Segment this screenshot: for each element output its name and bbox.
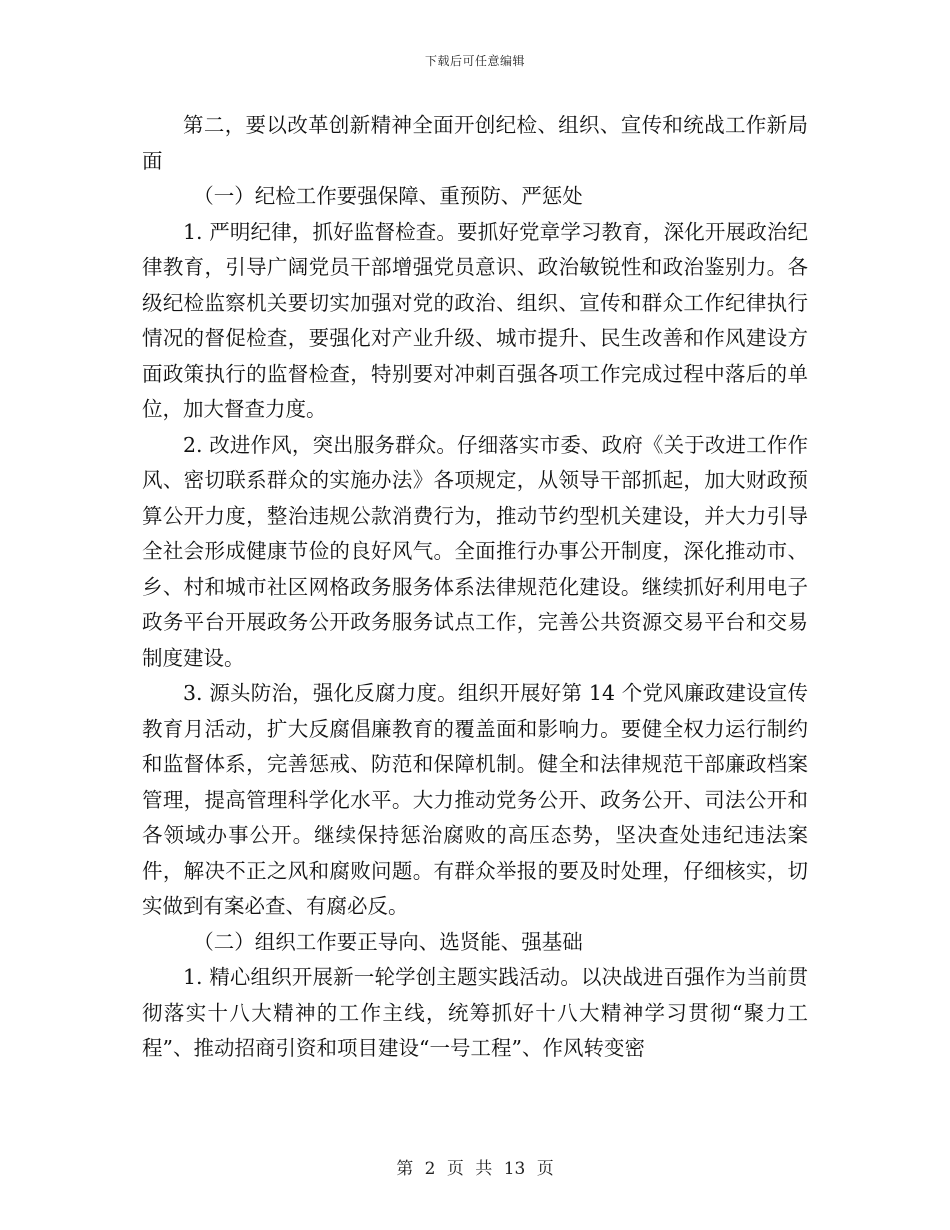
body-paragraph: 1. 精心组织开展新一轮学创主题实践活动。以决战进百强作为当前贯彻落实十八大精神的工作主线，统筹抓好十八大精神学习贯彻“聚力工程”、推动招商引资和项目建设“一号工程”、作风转变密 — [142, 965, 808, 1060]
document-body — [142, 108, 808, 1067]
section-heading: 第二，要以改革创新精神全面开创纪检、组织、宣传和统战工作新局面 — [142, 113, 808, 173]
page-header-note: 下载后可任意编辑 — [424, 54, 525, 68]
body-paragraph: 2. 改进作风，突出服务群众。仔细落实市委、政府《关于改进工作作风、密切联系群众的实施办法》各项规定，从领导干部抓起，加大财政预算公开力度，整治违规公款消费行为，推动节约型机关建设，并大力引导全社会形成健康节俭的良好风气。全面推行办事公开制度，深化推动市、乡、村和城市社区网格政务服务体系法律规范化建设。继续抓好利用电子政务平台开展政务公开政务服务试点工作，完善公共资源交易平台和交易制度建设。 — [142, 432, 808, 670]
page-number-footer: 第 2 页 共 13 页 — [396, 1159, 554, 1179]
subsection-heading: （二）组织工作要正导向、选贤能、强基础 — [193, 929, 583, 954]
body-paragraph: 3. 源头防治，强化反腐力度。组织开展好第 14 个党风廉政建设宣传教育月活动，扩大反腐倡廉教育的覆盖面和影响力。要健全权力运行制约和监督体系，完善惩戒、防范和保障机制。健全和法律规范干部廉政档案管理，提高管理科学化水平。大力推动党务公开、政务公开、司法公开和各领域办事公开。继续保持惩治腐败的高压态势，坚决查处违纪违法案件，解决不正之风和腐败问题。有群众举报的要及时处理，仔细核实，切实做到有案必查、有腐必反。 — [142, 681, 808, 918]
subsection-heading: （一）纪检工作要强保障、重预防、严惩处 — [193, 184, 583, 208]
body-paragraph: 1. 严明纪律，抓好监督检查。要抓好党章学习教育，深化开展政治纪律教育，引导广阔党员干部增强党员意识、政治敏锐性和政治鉴别力。各级纪检监察机关要切实加强对党的政治、组织、宣传和群众工作纪律执行情况的督促检查，要强化对产业升级、城市提升、民生改善和作风建设方面政策执行的监督检查，特别要对冲刺百强各项工作完成过程中落后的单位，加大督查力度。 — [142, 219, 808, 421]
